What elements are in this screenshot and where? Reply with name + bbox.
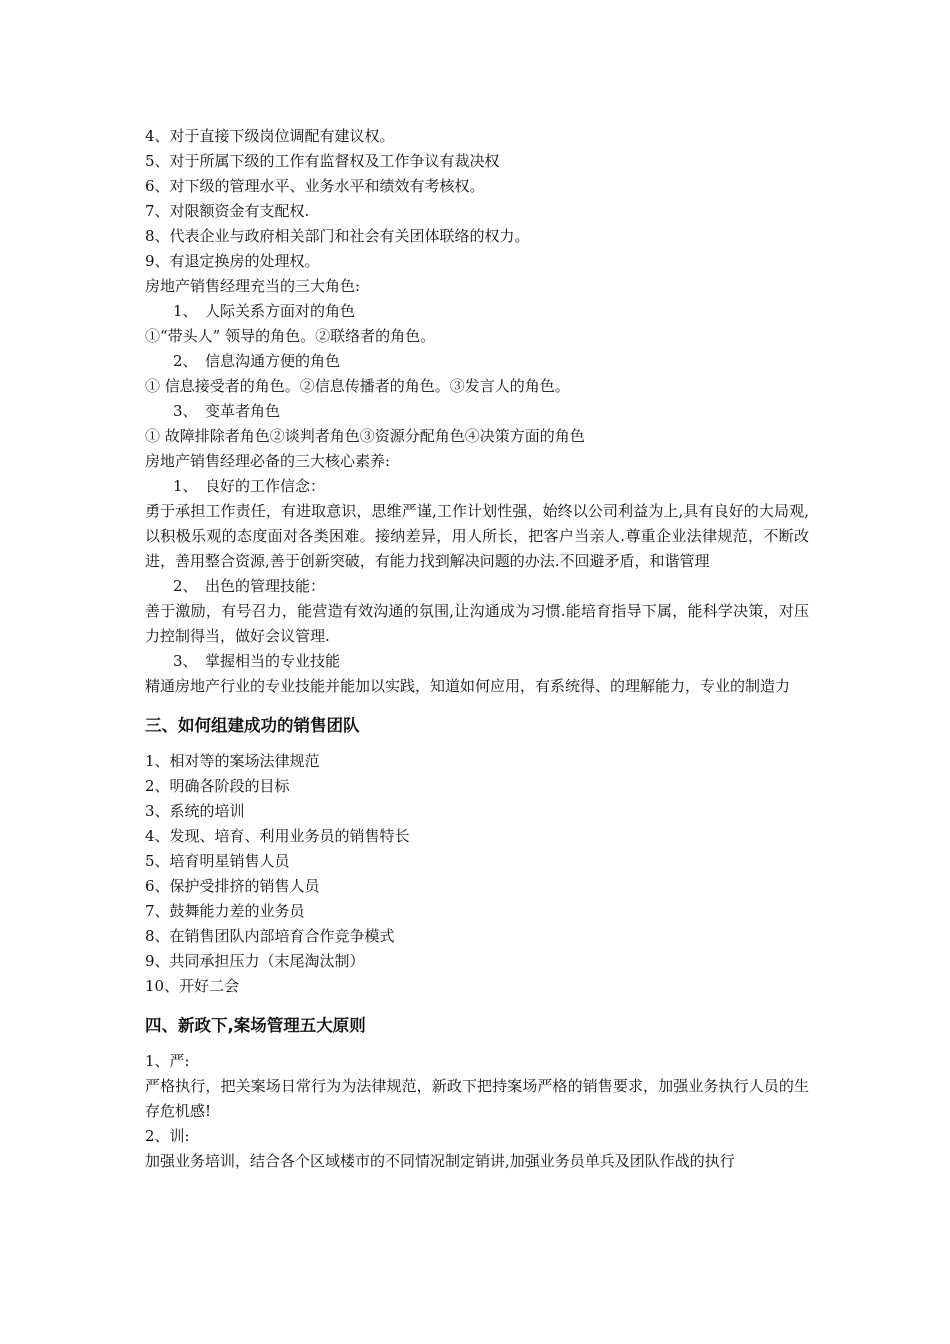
role-desc: ① 信息接受者的角色。②信息传播者的角色。③发言人的角色。	[145, 377, 570, 395]
list-item: 4、发现、培育、利用业务员的销售特长	[145, 827, 410, 845]
list-item: 7、对限额资金有支配权.	[145, 202, 310, 220]
quality-title: 2、 出色的管理技能：	[173, 577, 326, 595]
list-item: 8、在销售团队内部培育合作竞争模式	[145, 927, 395, 945]
list-item: 5、对于所属下级的工作有监督权及工作争议有裁决权	[145, 152, 500, 170]
list-item: 9、有退定换房的处理权。	[145, 252, 320, 270]
roles-list	[145, 299, 809, 449]
qualities-intro: 房地产销售经理必备的三大核心素养:	[145, 452, 391, 470]
list-item: 7、鼓舞能力差的业务员	[145, 902, 305, 920]
quality-title: 1、 良好的工作信念：	[173, 477, 326, 495]
list-item: 10、开好二会	[145, 977, 240, 995]
team-list	[145, 749, 809, 999]
list-item: 1、相对等的案场法律规范	[145, 752, 320, 770]
list-item: 2、明确各阶段的目标	[145, 777, 290, 795]
quality-desc: 善于激励，有号召力，能营造有效沟通的氛围,让沟通成为习惯.能培育指导下属，能科学决策，对压力控制得当，做好会议管理.	[145, 602, 809, 645]
list-item: 5、培育明星销售人员	[145, 852, 290, 870]
principle-label: 2、训:	[145, 1127, 190, 1145]
principle-label: 1、严:	[145, 1052, 190, 1070]
list-item: 8、代表企业与政府相关部门和社会有关团体联络的权力。	[145, 227, 530, 245]
qualities-list	[145, 449, 809, 699]
role-desc: ①“带头人” 领导的角色。②联络者的角色。	[145, 327, 436, 345]
principle-desc: 严格执行，把关案场日常行为为法律规范，新政下把持案场严格的销售要求，加强业务执行人员的生存危机感!	[145, 1077, 809, 1120]
section-heading-principles: 四、新政下,案场管理五大原则	[145, 1016, 366, 1035]
principle-desc: 加强业务培训，结合各个区域楼市的不同情况制定销讲,加强业务员单兵及团队作战的执行	[145, 1152, 735, 1170]
document-page	[145, 124, 809, 1174]
role-desc: ① 故障排除者角色②谈判者角色③资源分配角色④决策方面的角色	[145, 427, 585, 445]
quality-title: 3、 掌握相当的专业技能	[173, 652, 341, 670]
role-title: 1、 人际关系方面对的角色	[173, 302, 356, 320]
role-title: 2、 信息沟通方便的角色	[173, 352, 341, 370]
authority-list	[145, 124, 809, 299]
roles-intro: 房地产销售经理充当的三大角色:	[145, 277, 361, 295]
list-item: 3、系统的培训	[145, 802, 245, 820]
list-item: 9、共同承担压力（末尾淘汰制）	[145, 952, 365, 970]
list-item: 6、保护受排挤的销售人员	[145, 877, 320, 895]
list-item: 6、对下级的管理水平、业务水平和绩效有考核权。	[145, 177, 485, 195]
role-title: 3、 变革者角色	[173, 402, 281, 420]
list-item: 4、对于直接下级岗位调配有建议权。	[145, 127, 395, 145]
quality-desc: 精通房地产行业的专业技能并能加以实践，知道如何应用，有系统得、的理解能力，专业的制造力	[145, 677, 791, 695]
section-heading-team: 三、如何组建成功的销售团队	[145, 716, 360, 735]
principles-list	[145, 1049, 809, 1174]
quality-desc: 勇于承担工作责任，有进取意识，思维严谨,工作计划性强，始终以公司利益为上,具有良好的大局观,以积极乐观的态度面对各类困难。接纳差异，用人所长，把客户当亲人.尊重企业法律规范，不断改进，善用整合资源,善于创新突破，有能力找到解决问题的办法.不回避矛盾，和谐管理	[145, 502, 809, 570]
